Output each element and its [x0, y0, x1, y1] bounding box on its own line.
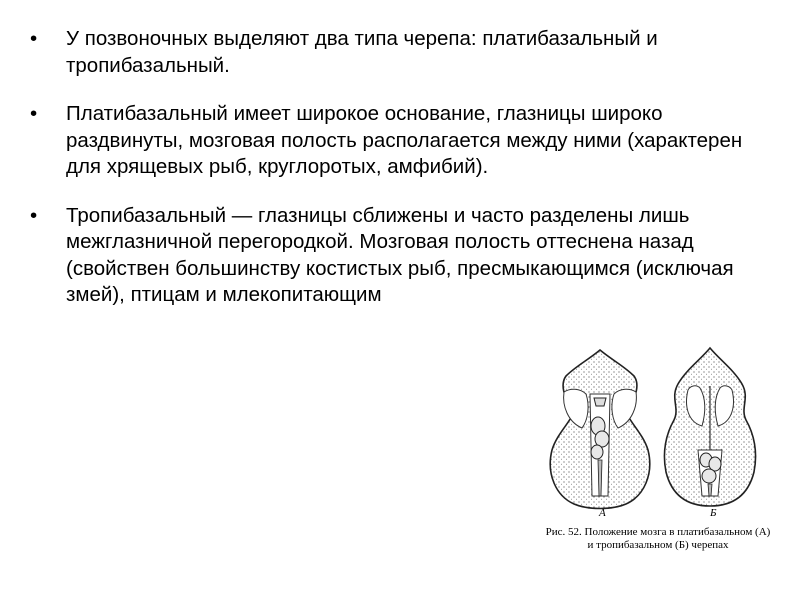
tropibasal-skull-drawing — [664, 348, 755, 506]
bullet-platybasal: • Платибазальный имеет широкое основание, глазницы широко раздвинуты, мозговая полость располагается между ними (характерен для хрящевых рыб, круглоротых, амфибий). — [30, 101, 770, 181]
skull-illustration — [538, 346, 778, 521]
bullet-tropibasal: • Тропибазальный — глазницы сближены и часто разделены лишь межглазничной перегородкой. Мозговая полость оттеснена назад (свойствен большинству костистых рыб, пресмыкающимся (исключая змей), птицам и млекопитающим — [30, 203, 766, 309]
bullet-skull-types: • У позвоночных выделяют два типа черепа: платибазальный и тропибазальный. — [30, 26, 770, 79]
bullet-list — [30, 26, 770, 331]
figure-caption: Рис. 52. Положение мозга в платибазальном (А) и тропибазальном (Б) черепах — [545, 526, 771, 551]
figure-label-b: Б — [710, 507, 717, 519]
platybasal-skull-drawing — [550, 350, 649, 509]
skull-figure — [538, 346, 778, 586]
figure-label-a: А — [599, 507, 606, 519]
